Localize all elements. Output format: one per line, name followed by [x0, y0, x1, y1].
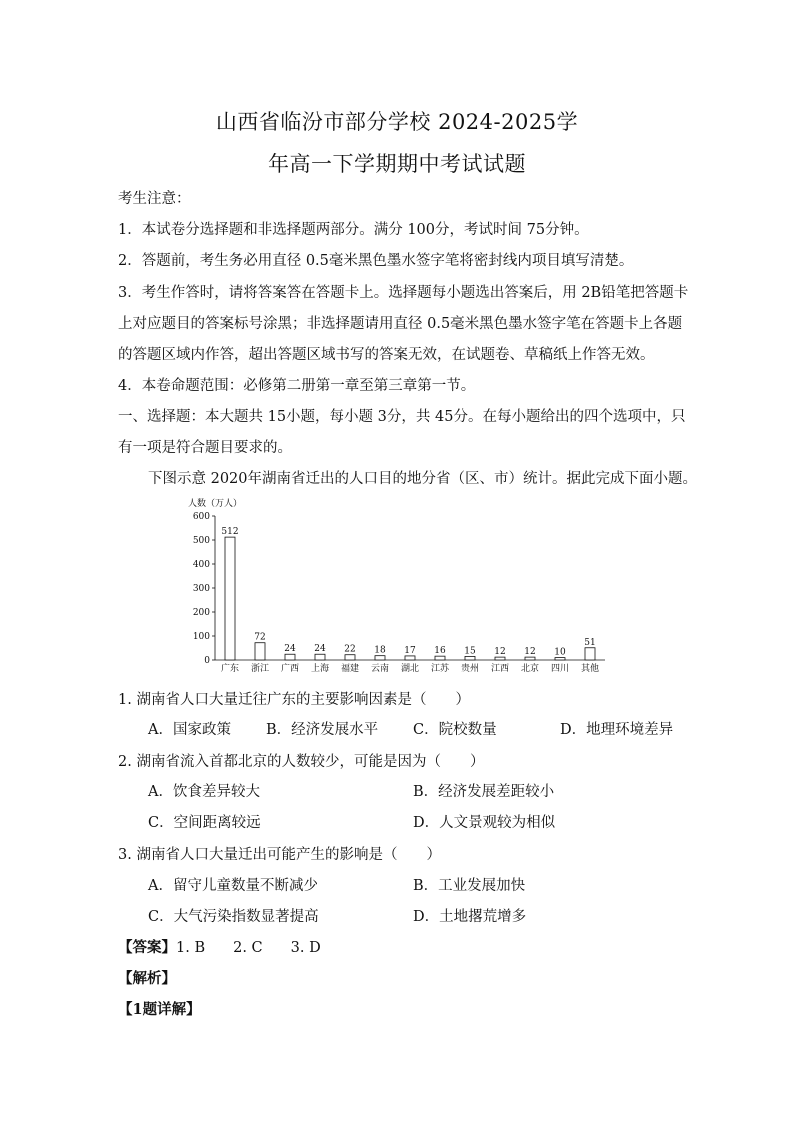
x-tick-label: 江苏 [430, 664, 450, 674]
answer-item: 1. B [176, 940, 206, 956]
bar-data-label: 72 [254, 632, 266, 643]
bar-data-label: 512 [221, 527, 239, 538]
question-2-option-a: A．饮食差异较大 [148, 784, 260, 800]
note-line: 4．本卷命题范围：必修第二册第一章至第三章第一节。 [118, 378, 476, 394]
x-tick-label: 江西 [490, 664, 510, 674]
note-line: 的答题区域内作答，超出答题区域书写的答案无效，在试题卷、草稿纸上作答无效。 [118, 347, 655, 363]
bar [255, 643, 265, 660]
bar [315, 654, 325, 660]
x-tick-label: 浙江 [250, 664, 270, 674]
bar [405, 656, 415, 660]
x-tick-label: 四川 [550, 664, 570, 674]
bar [225, 537, 235, 660]
question-1-stem: 1. 湖南省人口大量迁往广东的主要影响因素是（ ） [118, 692, 470, 708]
bar [435, 656, 445, 660]
question-3-option-a: A．留守儿童数量不断减少 [148, 878, 318, 894]
bar-data-label: 24 [284, 644, 296, 655]
bar-data-label: 12 [494, 647, 506, 658]
x-tick-label: 云南 [370, 664, 390, 674]
x-tick-label: 北京 [520, 664, 540, 674]
x-tick-label: 湖北 [400, 664, 420, 674]
bar-data-label: 22 [344, 644, 356, 655]
question-1-option-a: A．国家政策 [148, 722, 231, 738]
note-line: 1．本试卷分选择题和非选择题两部分。满分 100分，考试时间 75分钟。 [118, 222, 589, 238]
note-line: 上对应题目的答案标号涂黑；非选择题请用直径 0.5毫米黑色墨水签字笔在答题卡上各题 [118, 316, 683, 332]
x-tick-label: 广西 [280, 664, 300, 674]
question-3-option-b: B．工业发展加快 [413, 878, 526, 894]
y-tick-label: 100 [192, 632, 210, 642]
section-heading-cont: 有一项是符合题目要求的。 [118, 440, 292, 456]
bar-data-label: 17 [404, 645, 416, 656]
y-tick-label: 0 [204, 656, 210, 666]
note-line: 3．考生作答时，请将答案答在答题卡上。选择题每小题选出答案后，用 2B铅笔把答题卡 [118, 285, 689, 301]
question-1-option-d: D．地理环境差异 [560, 722, 674, 738]
note-line: 2．答题前，考生务必用直径 0.5毫米黑色墨水签字笔将密封线内项目填写清楚。 [118, 253, 634, 269]
bar-data-label: 16 [434, 646, 446, 657]
x-tick-label: 其他 [580, 664, 600, 674]
bar [525, 657, 535, 660]
question-2-option-b: B．经济发展差距较小 [413, 784, 555, 800]
x-tick-label: 贵州 [460, 664, 480, 674]
bar [465, 656, 475, 660]
bar-data-label: 12 [524, 647, 536, 658]
bar-chart [180, 490, 620, 676]
y-tick-label: 300 [192, 584, 210, 594]
answer-row [118, 936, 321, 957]
bar-data-label: 51 [584, 637, 596, 648]
bar [555, 658, 565, 660]
y-tick-label: 600 [192, 512, 210, 522]
question-3-option-c: C．大气污染指数显著提高 [148, 909, 319, 925]
bar [375, 656, 385, 660]
doc-title-line2: 年高一下学期期中考试试题 [268, 152, 526, 176]
answer-item: 2. C [233, 940, 263, 956]
x-tick-label: 上海 [310, 664, 330, 674]
bar [495, 657, 505, 660]
bar [285, 654, 295, 660]
question-3-option-d: D．土地撂荒增多 [413, 909, 527, 925]
y-axis-label: 人数（万人） [188, 499, 243, 509]
question-intro: 下图示意 2020年湖南省迁出的人口目的地分省（区、市）统计。据此完成下面小题。 [148, 471, 698, 487]
bar [585, 648, 595, 660]
y-tick-label: 200 [192, 608, 210, 618]
analysis-label: 【解析】 [118, 970, 176, 987]
question-1-option-b: B．经济发展水平 [266, 722, 379, 738]
question-2-option-d: D．人文景观较为相似 [413, 815, 556, 831]
y-tick-label: 400 [192, 560, 210, 570]
question-2-option-c: C．空间距离较远 [148, 815, 261, 831]
question-2-stem: 2. 湖南省流入首都北京的人数较少，可能是因为（ ） [118, 754, 485, 770]
notice-heading: 考生注意： [118, 191, 191, 207]
bar [345, 655, 355, 660]
section-heading: 一、选择题：本大题共 15小题，每小题 3分，共 45分。在每小题给出的四个选项中，只 [118, 409, 686, 425]
bar-data-label: 15 [464, 646, 476, 657]
bar-data-label: 24 [314, 644, 326, 655]
answer-label: 【答案】 [118, 939, 176, 956]
question-3-stem: 3. 湖南省人口大量迁出可能产生的影响是（ ） [118, 847, 441, 863]
bar-data-label: 10 [554, 647, 566, 658]
detail-label: 【1题详解】 [118, 1001, 201, 1018]
question-1-option-c: C．院校数量 [413, 722, 497, 738]
y-tick-label: 500 [192, 536, 210, 546]
x-tick-label: 广东 [220, 664, 240, 674]
x-tick-label: 福建 [340, 664, 360, 674]
doc-title-line1: 山西省临汾市部分学校 2024-2025学 [215, 110, 579, 134]
bar-data-label: 18 [374, 645, 386, 656]
answer-item: 3. D [290, 940, 321, 956]
